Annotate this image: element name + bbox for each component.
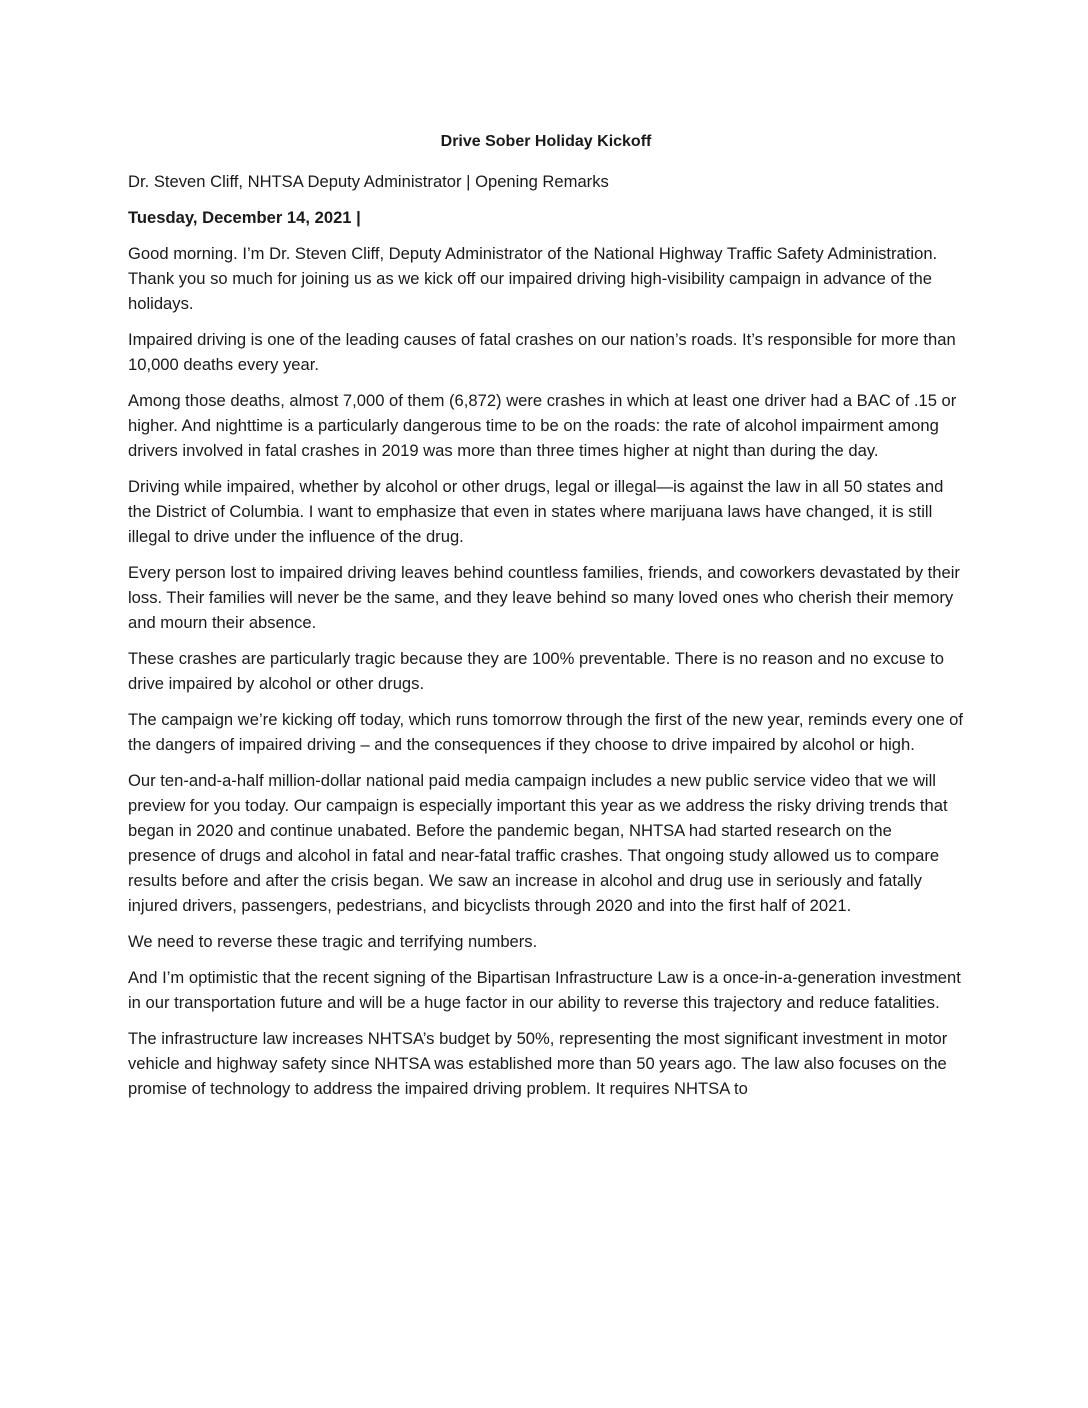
paragraph: Impaired driving is one of the leading causes of fatal crashes on our nation’s roads. It’s responsible for more than 10,000 deaths every year. [128, 330, 956, 374]
speech-date: Tuesday, December 14, 2021 | [128, 208, 361, 227]
document-body [128, 131, 964, 1112]
paragraph: Good morning. I’m Dr. Steven Cliff, Deputy Administrator of the National Highway Traffic Safety Administration. Thank you so much for joining us as we kick off our impaired driving high-visibility campaign in advance of the holidays. [128, 244, 938, 313]
paragraph: Among those deaths, almost 7,000 of them (6,872) were crashes in which at least one driver had a BAC of .15 or higher. And nighttime is a particularly dangerous time to be on the roads: the rate of alcohol impairment among drivers involved in fatal crashes in 2019 was more than three times higher at night than during the day. [128, 391, 957, 460]
paragraph: We need to reverse these tragic and terrifying numbers. [128, 932, 538, 951]
document-title: Drive Sober Holiday Kickoff [440, 133, 652, 150]
paragraph: And I’m optimistic that the recent signing of the Bipartisan Infrastructure Law is a once-in-a-generation investment in our transportation future and will be a huge factor in our ability to reverse this trajectory and reduce fatalities. [128, 968, 961, 1012]
paragraph: The infrastructure law increases NHTSA’s budget by 50%, representing the most significant investment in motor vehicle and highway safety since NHTSA was established more than 50 years ago. The law also focuses on the promise of technology to address the impaired driving problem. It requires NHTSA to [128, 1029, 948, 1098]
paragraph: Every person lost to impaired driving leaves behind countless families, friends, and coworkers devastated by their loss. Their families will never be the same, and they leave behind so many loved ones who cherish their memory and mourn their absence. [128, 563, 960, 632]
paragraph: Driving while impaired, whether by alcohol or other drugs, legal or illegal—is against the law in all 50 states and the District of Columbia. I want to emphasize that even in states where marijuana laws have changed, it is still illegal to drive under the influence of the drug. [128, 477, 944, 546]
paragraph: Our ten-and-a-half million-dollar national paid media campaign includes a new public service video that we will preview for you today. Our campaign is especially important this year as we address the risky driving trends that began in 2020 and continue unabated. Before the pandemic began, NHTSA had started research on the presence of drugs and alcohol in fatal and near-fatal traffic crashes. That ongoing study allowed us to compare results before and after the crisis began. We saw an increase in alcohol and drug use in seriously and fatally injured drivers, passengers, pedestrians, and bicyclists through 2020 and into the first half of 2021. [128, 771, 948, 915]
paragraph: The campaign we’re kicking off today, which runs tomorrow through the first of the new year, reminds every one of the dangers of impaired driving – and the consequences if they choose to drive impaired by alcohol or high. [128, 710, 964, 754]
paragraph: These crashes are particularly tragic because they are 100% preventable. There is no reason and no excuse to drive impaired by alcohol or other drugs. [128, 649, 945, 693]
byline: Dr. Steven Cliff, NHTSA Deputy Administrator | Opening Remarks [128, 172, 609, 191]
